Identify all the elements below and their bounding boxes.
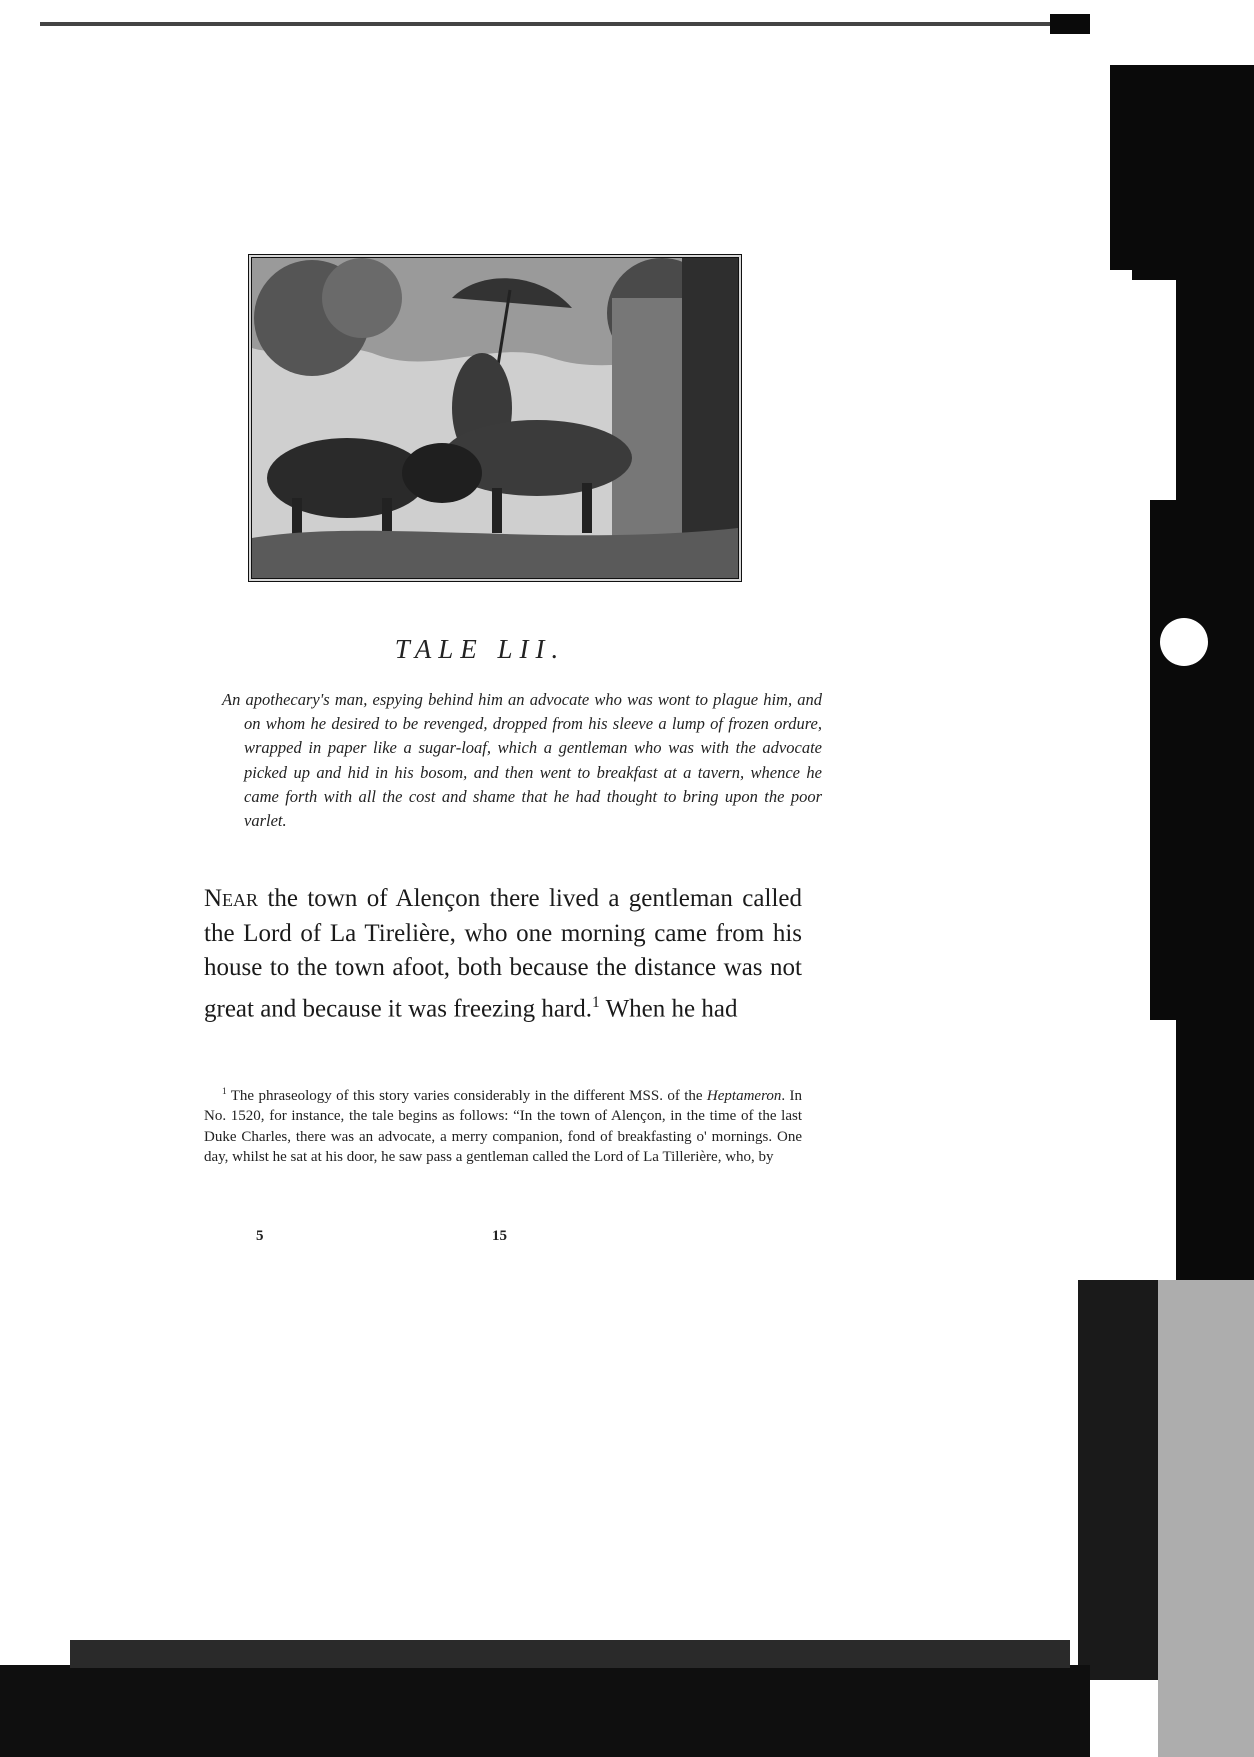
body-text-after: When he had	[599, 994, 738, 1022]
scan-edge-right-upper	[1110, 65, 1254, 270]
scan-edge-right-lower	[1078, 1280, 1158, 1680]
body-text: the town of Alençon there lived a gentleman called the Lord of La Tirelière, who one morning came from his house to the town afoot, both because the distance was not great and because it was freezing hard.	[204, 885, 802, 1022]
tale-summary: An apothecary's man, espying behind him an advocate who was wont to plague him, and on whom he desired to be revenged, dropped from his sleeve a lump of frozen ordure, wrapped in paper like a sugar-loaf, which a gentleman who was with the advocate picked up and hid in his bosom, and then went to breakfast at a tavern, whence he came forth with all the cost and shame that he had thought to bring upon the poor varlet.	[222, 690, 822, 831]
scan-edge-right-speckle	[1158, 1280, 1254, 1757]
signature-mark-left: 5	[256, 1228, 264, 1244]
footnote-italic: Heptameron	[706, 1088, 782, 1104]
footnote-text-2: . In No. 1520, for instance, the tale begins as follows: “In the town of Alençon, in the time of the last Duke Charles, there was an advocate, a merry companion, fond of breakfasting o' mornings. One day, whilst he sat at his door, he saw pass a gentleman called the Lord of La Tillerière, who, by	[204, 1088, 802, 1166]
engraving-illustration	[248, 254, 742, 582]
signature-mark-right: 15	[492, 1228, 507, 1244]
body-lead-word: Near	[204, 885, 259, 912]
engraving-picture	[252, 258, 738, 578]
scan-hole	[1160, 618, 1208, 666]
scan-edge-top	[40, 22, 1080, 26]
scan-edge-bottom	[0, 1665, 1090, 1757]
tale-title: TALE LII.	[394, 634, 566, 664]
scan-edge-bottom-top	[70, 1640, 1070, 1668]
footnote-text-1: The phraseology of this story varies considerably in the different MSS. of the	[226, 1088, 707, 1104]
body-paragraph	[204, 882, 802, 1026]
footnote	[204, 1082, 802, 1168]
scan-edge-right-inner	[1150, 500, 1180, 1020]
scan-edge-top-right	[1050, 14, 1090, 34]
footnote-marker: 1	[222, 1087, 227, 1097]
footnote-reference: 1	[592, 993, 600, 1011]
scan-edge-right-middle	[1176, 270, 1254, 1280]
